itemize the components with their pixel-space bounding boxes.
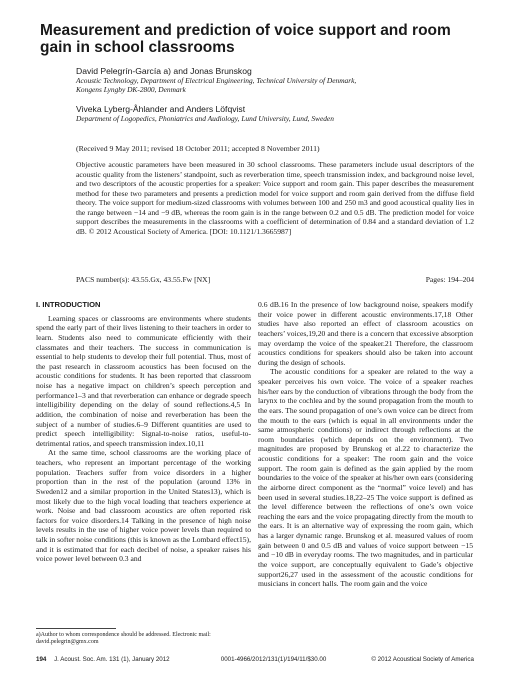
- footer-journal: J. Acoust. Soc. Am. 131 (1), January 2012: [54, 656, 170, 663]
- body-paragraph: At the same time, school classrooms are the working place of teachers, who represent an important percentage of the working population. Teachers suffer from voice disorders in a higher proportion than in the rest of the population (around 13% in Sweden12 and a similar proportion in the United States13), which is most likely due to the high vocal loading that teachers experience at work. Noise and bad classroom acoustics are often reported risk factors for voice disorders.14 Talking in the presence of high noise levels results in the use of higher voice power levels than required to talk in softer noise conditions (this is known as the Lombard effect15), and it is estimated that for each decibel of noise, a speaker raises his voice power level between 0.3 and: [36, 448, 251, 564]
- body-paragraph: Learning spaces or classrooms are environments where students spend the early part of their lives listening to their teachers in order to learn. Students also need to communicate efficiently with their classmates and their teachers. The success in communication is essential to help students to develop their full potential. Thus, most of the past research in classroom acoustics has been focused on the acoustic conditions for students. It has been reported that classroom noise has a negative impact on children’s speech perception and performance1–3 and that reverberation can enhance or degrade speech intelligibility depending on the delay of sound reflections.4,5 In addition, the combination of noise and reverberation has been the subject of a number of studies.6–9 Different quantities are used to predict speech intelligibility: Signal-to-noise ratios, useful-to-detrimental ratios, and speech transmission index.10,11: [36, 313, 251, 448]
- article-title: Measurement and prediction of voice support and room gain in school classrooms: [40, 22, 451, 56]
- section-heading: I. INTRODUCTION: [36, 300, 101, 309]
- pacs-numbers: PACS number(s): 43.55.Gx, 43.55.Fw [NX]: [76, 275, 211, 284]
- author-names-2: Viveka Lyberg-Åhlander and Anders Löfqvist: [76, 104, 246, 114]
- right-column: [258, 300, 473, 589]
- author-group-2: [76, 104, 496, 123]
- abstract: Objective acoustic parameters have been measured in 30 school classrooms. These parameters include usual descriptors of the acoustic quality from the listeners’ standpoint, such as reverberation time, speech transmission index, and background noise level, and two descriptors of the acoustic properties for a speaker: Voice support and room gain. This paper describes the measurement method for these two parameters and presents a prediction model for voice support and room gain derived from the diffuse field theory. The voice support for medium-sized classrooms with volumes between 100 and 250 m3 and good acoustical quality lies in the range between −14 and −9 dB, whereas the room gain is in the range between 0.2 and 0.5 dB. The prediction model for voice support describes the measurements in the classrooms with a coefficient of determination of 0.84 and a standard deviation of 1.2 dB. © 2012 Acoustical Society of America. [DOI: 10.1121/1.3665987]: [76, 160, 474, 236]
- page-range: Pages: 194–204: [425, 275, 474, 284]
- left-column: [36, 300, 251, 564]
- footer-page-number: 194: [36, 656, 47, 663]
- footnote: a)Author to whom correspondence should be addressed. Electronic mail: david.pelegrin@gmx.com: [36, 632, 211, 646]
- footnote-rule: [36, 628, 116, 629]
- footer-copyright: © 2012 Acoustical Society of America: [371, 656, 474, 663]
- author-names-1: David Pelegrín-García a) and Jonas Brunskog: [76, 66, 252, 76]
- footer-issn: 0001-4966/2012/131(1)/194/11/$30.00: [220, 656, 327, 663]
- author-group-1: [76, 66, 496, 95]
- body-paragraph: 0.6 dB.16 In the presence of low background noise, speakers modify their voice power in different acoustic environments.17,18 Other studies have also reported an effect of classroom acoustics on teachers’ voices,19,20 and there is a concern that excessive absorption may overdamp the voice of the speaker.21 Therefore, the classroom acoustics conditions for speakers should also be taken into account during the design of schools.: [258, 300, 473, 367]
- page-footer: [36, 656, 474, 663]
- affiliation-line-3: Department of Logopedics, Phoniatrics and Audiology, Lund University, Lund, Sweden: [76, 114, 334, 123]
- affiliation-line-1: Acoustic Technology, Department of Electrical Engineering, Technical University of Denmark,: [76, 76, 357, 85]
- body-paragraph: The acoustic conditions for a speaker are related to the way a speaker perceives his own voice. The voice of a speaker reaches his/her ears by the conduction of vibrations through the body from the larynx to the cochlea and by the sound propagation from the mouth to the ears. The sound propagation of one’s own voice can be direct from the mouth to the ears (which is equal in all environments under the same atmospheric conditions) or indirect through reflections at the room boundaries (which depends on the environment). Two magnitudes are proposed by Brunskog et al.22 to characterize the acoustic conditions for a speaker: The room gain and the voice support. The room gain is defined as the gain applied by the room boundaries to the voice of the speaker at his/her own ears (considering the airborne direct component as the “normal” voice level) and has been used in several studies.18,22–25 The voice support is defined as the level difference between the reflections of one’s own voice reaching the ears and the voice propagating directly from the mouth to the ears. It is an alternative way of expressing the room gain, which has a larger dynamic range. Brunskog et al. measured values of room gain between 0 and 0.5 dB and values of voice support between −15 and −10 dB in everyday rooms. The two magnitudes, and in particular the voice support, are conceptually equivalent to Gade’s objective support26,27 used in the assessment of the acoustic conditions for musicians in concert halls. The room gain and the voice: [258, 367, 473, 589]
- received-dates: (Received 9 May 2011; revised 18 October 2011; accepted 8 November 2011): [76, 144, 320, 153]
- affiliation-line-2: Kongens Lyngby DK-2800, Denmark: [76, 85, 186, 95]
